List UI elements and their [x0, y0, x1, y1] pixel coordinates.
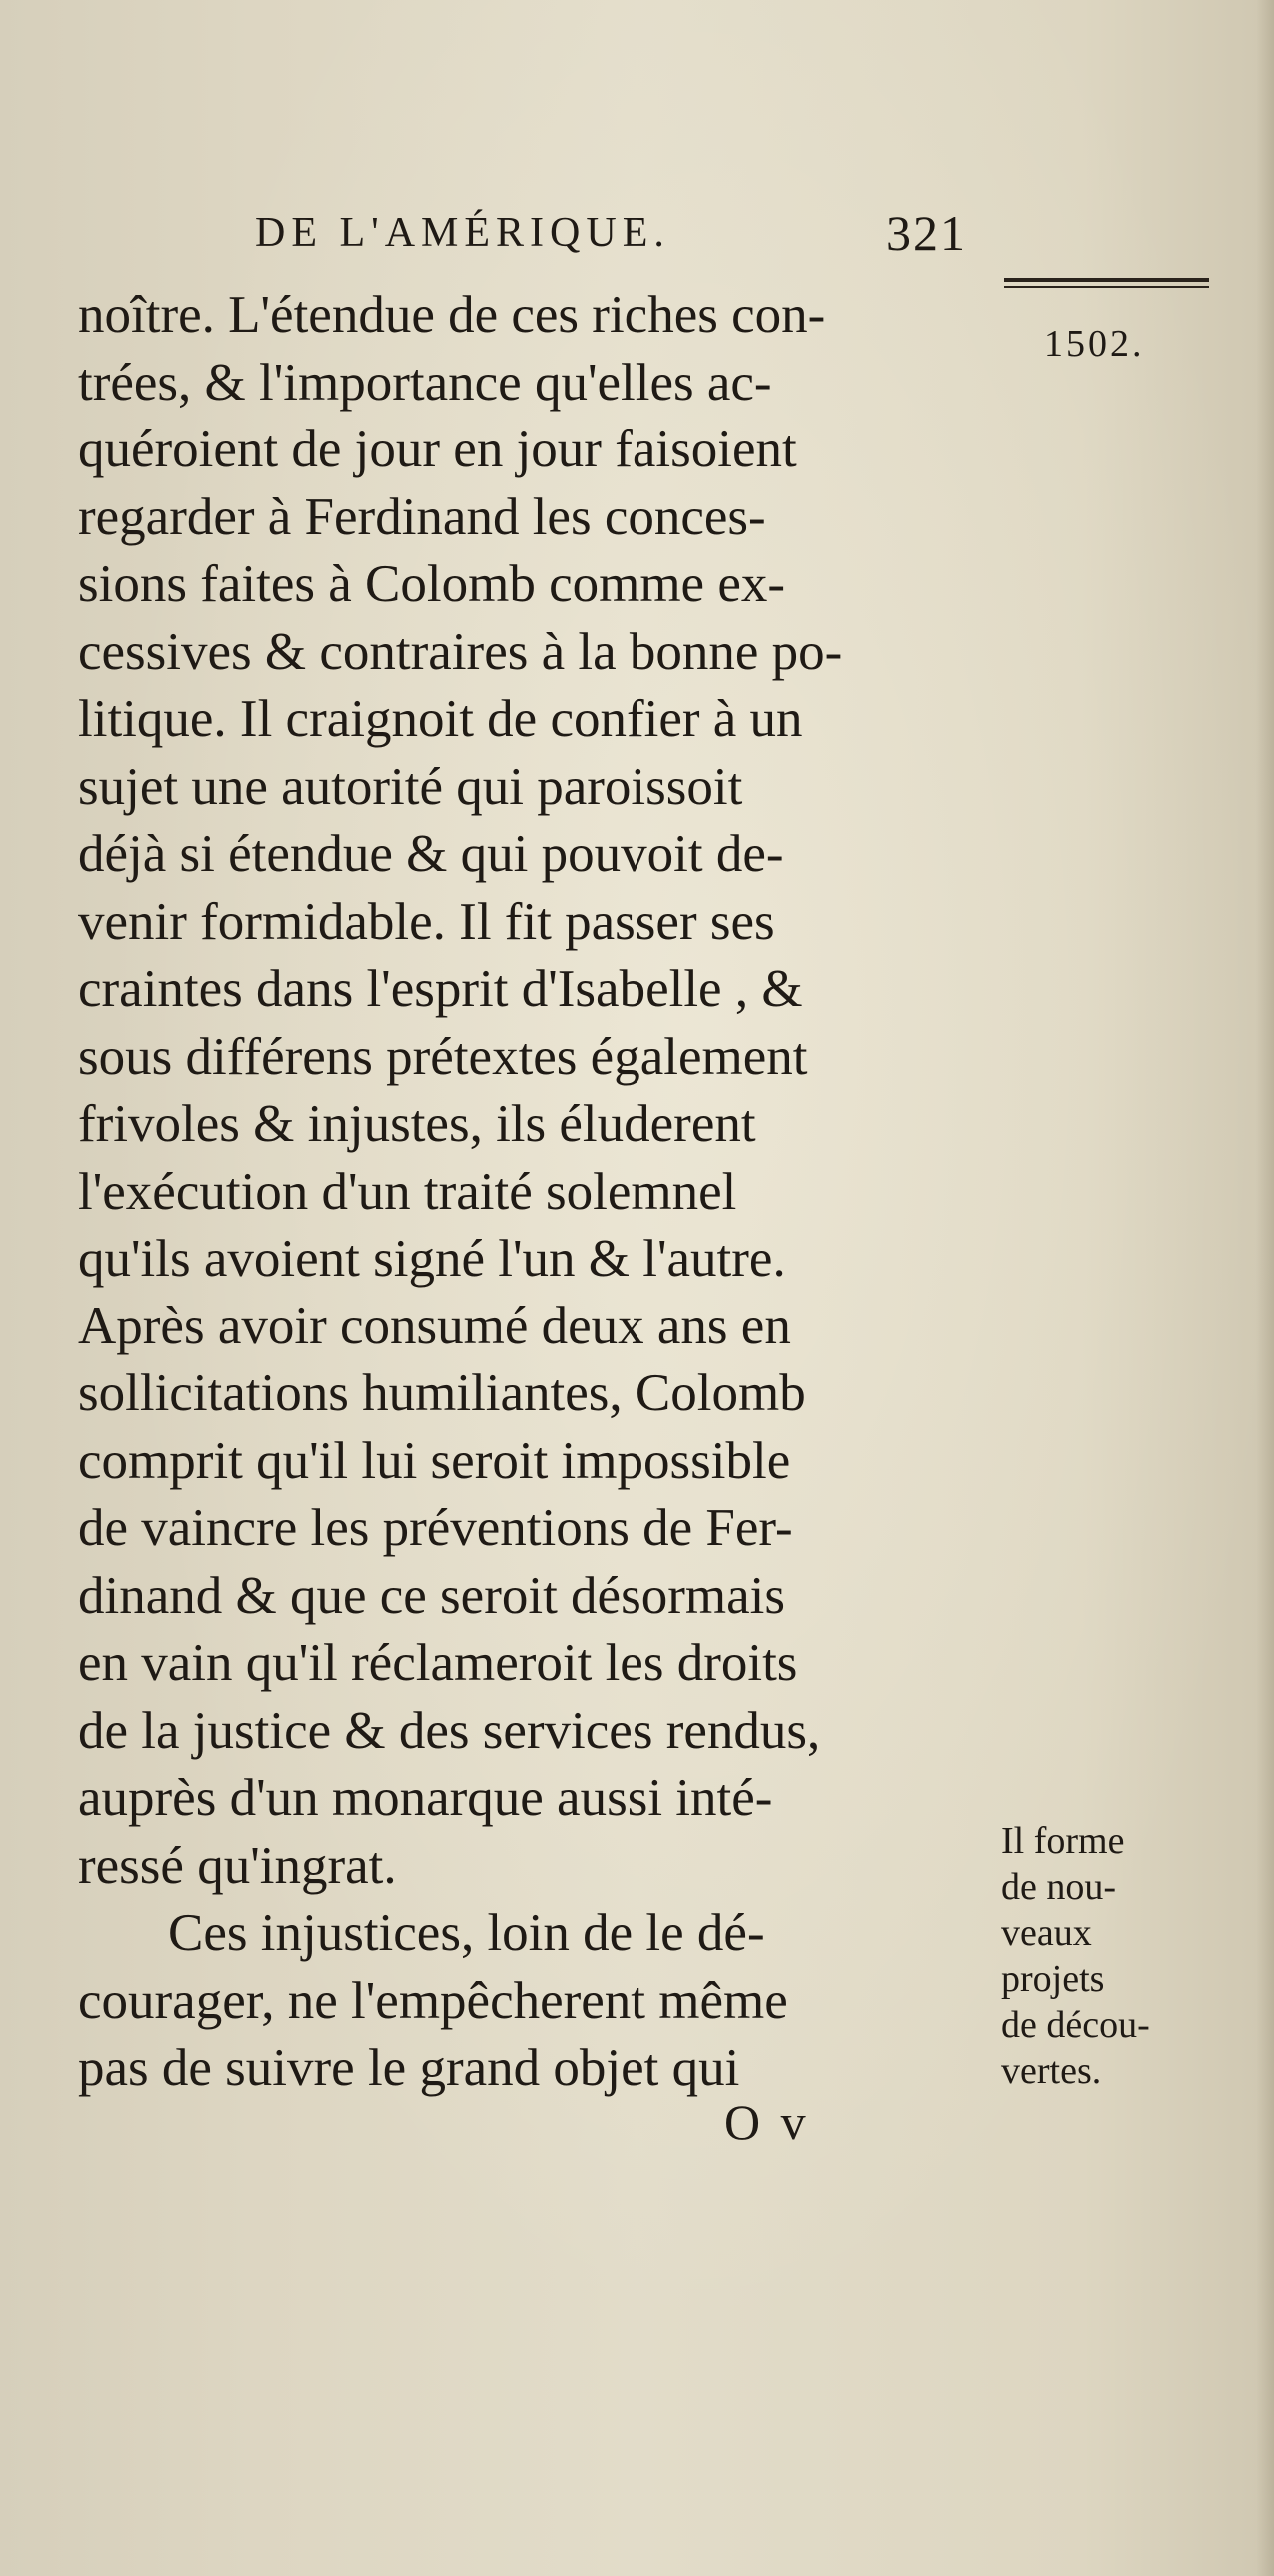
margin-note-line: Il forme [1001, 1820, 1125, 1862]
margin-note-line: de nou- [1001, 1866, 1117, 1908]
running-head [95, 198, 994, 268]
text-line: auprès d'un monarque aussi inté- [78, 1769, 773, 1827]
signature-mark: O v [724, 2094, 810, 2149]
margin-note-line: vertes. [1001, 2050, 1102, 2092]
text-line: de la justice & des services rendus, [78, 1701, 821, 1760]
text-line: qu'ils avoient signé l'un & l'autre. [78, 1230, 786, 1288]
body-text [78, 282, 999, 2103]
text-line: frivoles & injustes, ils éluderent [78, 1095, 756, 1153]
text-line: cessives & contraires à la bonne po- [78, 622, 843, 681]
paragraph-start-line: Ces injustices, loin de le dé- [168, 1904, 765, 1962]
running-head-title: DE L'AMÉRIQUE. [255, 210, 670, 256]
text-line: sions faites à Colomb comme ex- [78, 555, 785, 613]
text-line: de vaincre les préventions de Fer- [78, 1499, 793, 1557]
text-line: sujet une autorité qui paroissoit [78, 757, 743, 816]
text-line: l'exécution d'un traité solemnel [78, 1162, 737, 1221]
text-line: craintes dans l'esprit d'Isabelle , & [78, 960, 803, 1018]
margin-note [1001, 1818, 1231, 2094]
text-line: Après avoir consumé deux ans en [78, 1296, 791, 1355]
margin-note-line: de décou- [1001, 2004, 1150, 2046]
text-line: comprit qu'il lui seroit impossible [78, 1431, 791, 1490]
page-edge-shadow [1256, 0, 1274, 2576]
text-line: ressé qu'ingrat. [78, 1836, 397, 1895]
text-line: litique. Il craignoit de confier à un [78, 690, 803, 748]
margin-note-line: projets [1001, 1958, 1105, 2000]
text-line: regarder à Ferdinand les conces- [78, 487, 766, 546]
text-line: dinand & que ce seroit désormais [78, 1566, 785, 1625]
margin-rule [1004, 278, 1209, 288]
text-line: pas de suivre le grand objet qui [78, 2039, 740, 2097]
text-line: trées, & l'importance qu'elles ac- [78, 353, 772, 412]
text-line: sollicitations humiliantes, Colomb [78, 1364, 806, 1422]
text-line: sous différens prétextes également [78, 1027, 808, 1086]
text-line: noître. L'étendue de ces riches con- [78, 286, 826, 344]
margin-year: 1502. [1044, 323, 1145, 365]
text-line: quéroient de jour en jour faisoient [78, 421, 797, 478]
text-line: déjà si étendue & qui pouvoit de- [78, 825, 784, 883]
page-number: 321 [886, 205, 967, 261]
text-line: en vain qu'il réclameroit les droits [78, 1634, 798, 1692]
text-line: venir formidable. Il fit passer ses [78, 892, 775, 951]
margin-note-line: veaux [1001, 1912, 1092, 1954]
text-line: courager, ne l'empêcherent même [78, 1971, 788, 2030]
